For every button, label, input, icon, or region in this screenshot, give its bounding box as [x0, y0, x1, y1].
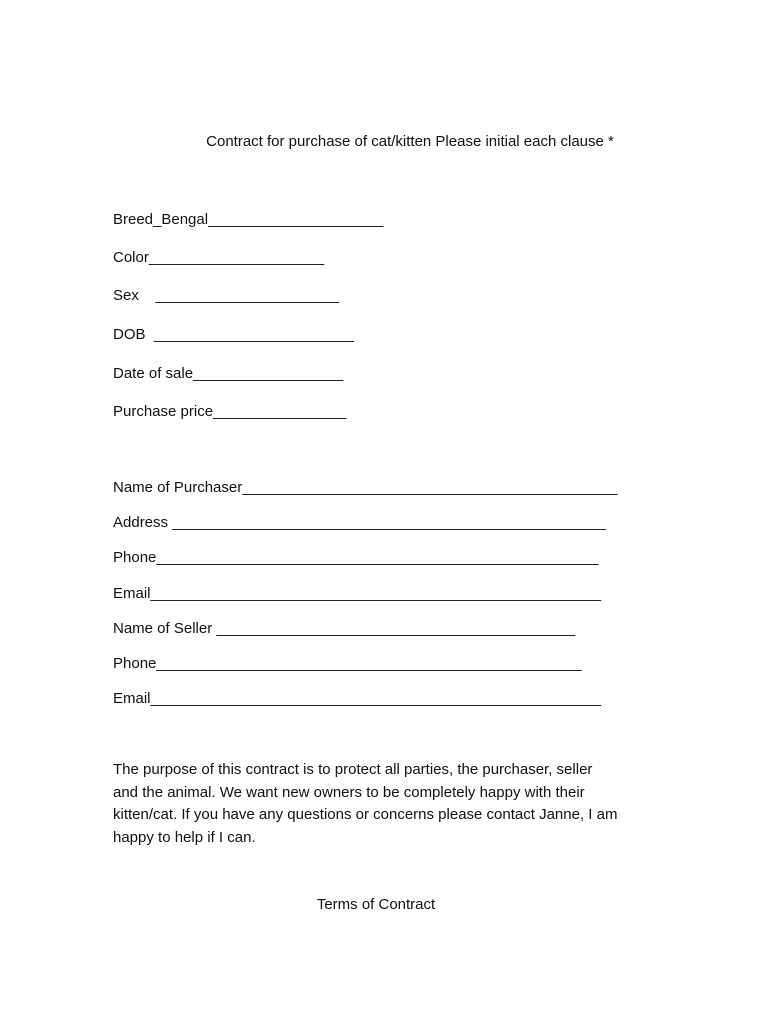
date-of-sale-field[interactable]: Date of sale__________________ [113, 365, 344, 382]
purchaser-email-field[interactable]: Email______________________________________________________ [113, 585, 601, 602]
seller-phone-field[interactable]: Phone___________________________________________________ [113, 655, 582, 672]
dob-field[interactable]: DOB ________________________ [113, 326, 355, 343]
color-field[interactable]: Color_____________________ [113, 249, 325, 266]
seller-name-field[interactable]: Name of Seller ___________________________________________ [113, 620, 576, 637]
purpose-paragraph: The purpose of this contract is to protect all parties, the purchaser, seller and the animal. We want new owners to be completely happy with their kitten/cat. If you have any questions or concerns please contact Janne, I am happy to help if I can. [113, 761, 618, 846]
contract-title: Contract for purchase of cat/kitten Please initial each clause * [206, 133, 614, 150]
purchaser-phone-field[interactable]: Phone_____________________________________________________ [113, 549, 599, 566]
purchaser-address-field[interactable]: Address ____________________________________________________ [113, 514, 606, 531]
purchaser-name-field[interactable]: Name of Purchaser_____________________________________________ [113, 479, 618, 496]
breed-field[interactable]: Breed_Bengal_____________________ [113, 211, 384, 228]
sex-field[interactable]: Sex ______________________ [113, 287, 340, 304]
purchase-price-field[interactable]: Purchase price________________ [113, 403, 347, 420]
seller-email-field[interactable]: Email______________________________________________________ [113, 690, 601, 707]
terms-heading: Terms of Contract [316, 896, 436, 913]
